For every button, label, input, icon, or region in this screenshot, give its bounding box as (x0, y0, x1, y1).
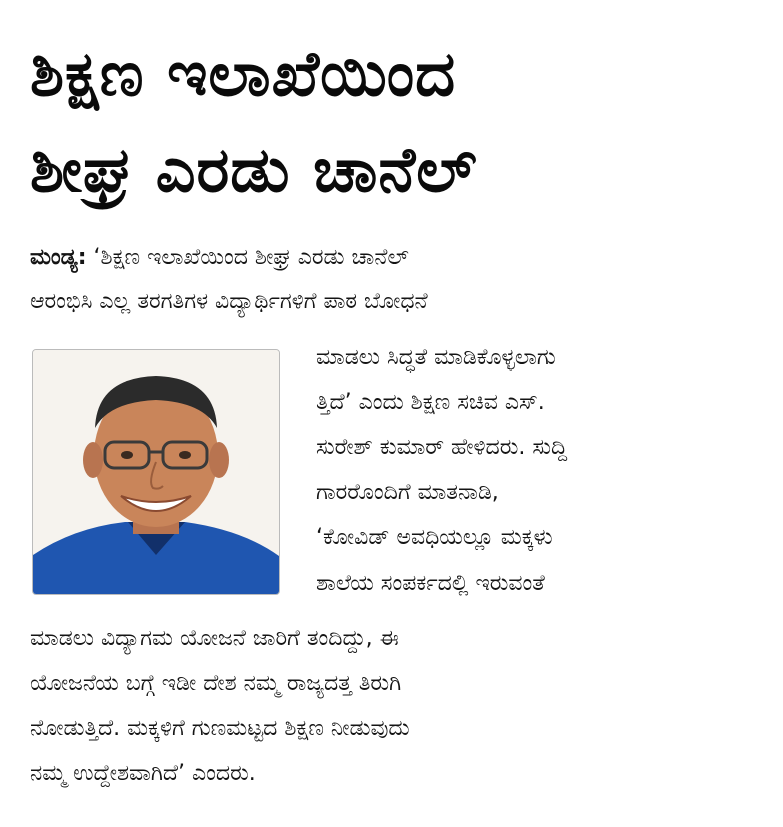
dateline: ಮಂಡ್ಯ: (30, 245, 87, 270)
portrait-photo (32, 349, 280, 595)
article-line-6: ಗಾರರೊಂದಿಗೆ ಮಾತನಾಡಿ, (316, 480, 499, 505)
portrait-photo-icon (33, 350, 279, 594)
article-line-11: ನೋಡುತ್ತಿದೆ. ಮಕ್ಕಳಿಗೆ ಗುಣಮಟ್ಟದ ಶಿಕ್ಷಣ ನೀಡುವುದು (30, 716, 410, 741)
article-line-9: ಮಾಡಲು ವಿದ್ಯಾಗಮ ಯೋಜನೆ ಜಾರಿಗೆ ತಂದಿದ್ದು, ಈ (30, 626, 399, 651)
article-line-1 (30, 242, 409, 274)
headline-line-2: ಶೀಘ್ರ ಎರಡು ಚಾನೆಲ್ (30, 133, 478, 206)
article-text: ‘ಶಿಕ್ಷಣ ಇಲಾಖೆಯಿಂದ ಶೀಘ್ರ ಎರಡು ಚಾನೆಲ್ (93, 245, 409, 270)
headline (30, 26, 770, 218)
article-line-10: ಯೋಜನೆಯ ಬಗ್ಗೆ ಇಡೀ ದೇಶ ನಮ್ಮ ರಾಜ್ಯದತ್ತ ತಿರುಗಿ (30, 671, 402, 696)
article-line-12: ನಮ್ಮ ಉದ್ದೇಶವಾಗಿದೆ’ ಎಂದರು. (30, 761, 256, 786)
article-line-4: ತ್ತಿದೆ’ ಎಂದು ಶಿಕ್ಷಣ ಸಚಿವ ಎಸ್. (316, 390, 545, 415)
headline-line-1: ಶಿಕ್ಷಣ ಇಲಾಖೆಯಿಂದ (30, 37, 457, 110)
article-line-7: ‘ಕೋವಿಡ್ ಅವಧಿಯಲ್ಲೂ ಮಕ್ಕಳು (316, 525, 553, 550)
article-line-5: ಸುರೇಶ್ ಕುಮಾರ್ ಹೇಳಿದರು. ಸುದ್ದಿ (316, 435, 568, 460)
article-line-2: ಆರಂಭಿಸಿ ಎಲ್ಲ ತರಗತಿಗಳ ವಿದ್ಯಾರ್ಥಿಗಳಿಗೆ ಪಾಠ ಬೋಧನೆ (30, 289, 428, 314)
article-line-3: ಮಾಡಲು ಸಿದ್ಧತೆ ಮಾಡಿಕೊಳ್ಳಲಾಗು (316, 345, 556, 370)
article-line-8: ಶಾಲೆಯ ಸಂಪರ್ಕದಲ್ಲಿ ಇರುವಂತೆ (316, 571, 545, 596)
